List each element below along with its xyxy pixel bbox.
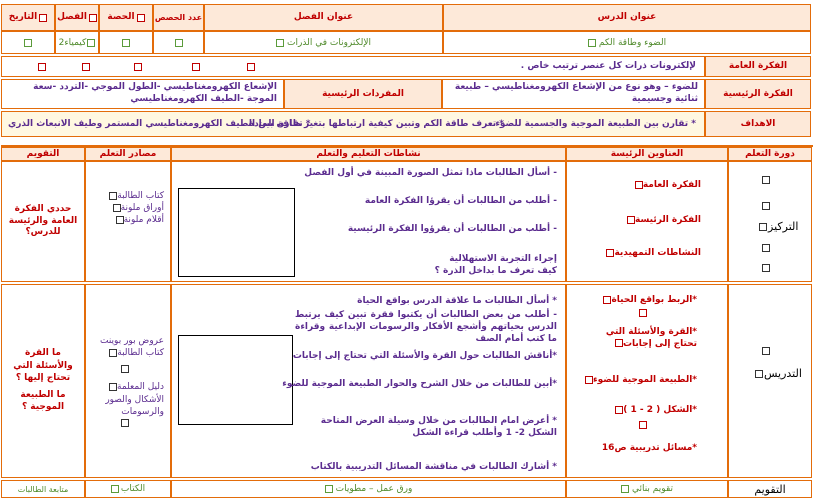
activity-item: كيف تعرف ما بداخل الذرة ؟ (434, 266, 557, 276)
objectives-box (1, 111, 705, 137)
checkbox[interactable] (585, 376, 593, 384)
checkbox[interactable] (762, 244, 770, 252)
heading-item: *الربط بواقع الحياة (602, 295, 697, 307)
eval-followup: متابعة الطالبات (1, 480, 85, 498)
heading-item: النشاطات التمهيدية (605, 248, 701, 258)
focus-resources: كتاب الطالبة أوراق ملونة أقلام ملونة (85, 161, 171, 282)
lesson-title-header: عنوان الدرس (443, 4, 811, 31)
checkbox[interactable] (175, 39, 183, 47)
activity-item: - أطلب من الطالبات أن يقرؤوا الفكرة الرئيسية (347, 224, 557, 234)
col-assessment: التقويم (1, 147, 85, 161)
objective-item: * تقارن بين الطبيعة الموجية والجسمية للضوء . (488, 119, 696, 129)
periods-count-header: عدد الحصص (153, 4, 204, 31)
checkbox[interactable] (755, 370, 763, 378)
checkbox[interactable] (122, 39, 130, 47)
checkbox[interactable] (759, 223, 767, 231)
heading-item: *القرة والأسئلة التي تحتاج إلى إجابات (605, 327, 697, 349)
checkbox[interactable] (762, 202, 770, 210)
teach-label: التدريس (755, 367, 802, 380)
general-idea-label: الفكرة العامة (705, 56, 811, 77)
checkbox[interactable] (39, 14, 47, 22)
checkbox[interactable] (89, 14, 97, 22)
heading-item: الفكرة الرئيسة (626, 215, 701, 225)
focus-assessment: حددي الفكرة العامة والرئيسة للدرس؟ (1, 161, 85, 282)
checkbox[interactable] (615, 339, 623, 347)
checkbox[interactable] (247, 63, 255, 71)
checkbox[interactable] (87, 39, 95, 47)
lesson-title-value: الضوء وطاقة الكم (443, 31, 811, 54)
objectives-label: الاهداف (705, 111, 811, 137)
activity-item: * أعرض امام الطالبات من خلال وسيلة العرض المتاحة الشكل 2- 1 وأطلب قراءة الشكل (320, 416, 557, 439)
checkbox[interactable] (192, 63, 200, 71)
checkbox[interactable] (109, 383, 117, 391)
vocab-label: المفردات الرئيسية (284, 79, 442, 109)
checkbox[interactable] (113, 204, 121, 212)
focus-label: التركيز (759, 220, 798, 233)
checkbox[interactable] (121, 419, 129, 427)
checkbox[interactable] (82, 63, 90, 71)
checkbox[interactable] (38, 63, 46, 71)
period-value (99, 31, 153, 54)
col-cycle: دورة التعلم (728, 147, 812, 161)
activity-item: *أناقش الطالبات حول القرة والأسئلة التي تحتاج إلى إجابات (292, 351, 557, 361)
checkbox[interactable] (639, 309, 647, 317)
checkbox[interactable] (621, 485, 629, 493)
activity-item: - أطلب من بعض الطالبات أن يكتبوا فقرة تبين كيف يرتبط الدرس بحياتهم وأشجع الأفكار والرسومات الإبداعية وقراءة ما كتب أمام الصف (295, 310, 557, 345)
checkbox[interactable] (639, 421, 647, 429)
activity-item: - أسأل الطالبات ماذا تمثل الصورة المبينة في أول الفصل (304, 168, 557, 178)
activity-item: * أشارك الطالبات في مناقشة المسائل التدريبية بالكتاب (310, 462, 557, 472)
date-header: التاريخ (1, 4, 55, 31)
teach-activities (171, 284, 566, 478)
checkbox[interactable] (137, 14, 145, 22)
focus-cycle (728, 161, 812, 282)
general-idea-box (1, 56, 705, 77)
col-headings: العناوين الرئيسة (566, 147, 728, 161)
teach-resources: عروض بور بوينت كتاب الطالبة دليل المعلمة الأشكال والصور والرسومات (85, 284, 171, 478)
unit-title-header: عنوان الفصل (204, 4, 443, 31)
col-activities: نشاطات التعليم والتعلم (171, 147, 566, 161)
class-value: كيمياء2 (55, 31, 99, 54)
vocab-text: الإشعاع الكهرومغناطيسي -الطول الموجي -التردد -سعة الموجة -الطيف الكهرومغناطيسي (1, 79, 284, 109)
focus-activities (171, 161, 566, 282)
checkbox[interactable] (116, 216, 124, 224)
checkbox[interactable] (121, 365, 129, 373)
evaluation-label: التقويم (728, 480, 812, 498)
main-idea-text: للضوء – وهو نوع من الإشعاع الكهرومغناطيسي – طبيعة ثنائية وجسيمية (442, 79, 705, 109)
teach-cycle (728, 284, 812, 478)
general-idea-text: لإلكترونات ذرات كل عنصر ترتيب خاص . (520, 61, 696, 71)
teach-assessment: ما القرة والأسئلة التي تحتاج إليها ؟ ما الطبيعة الموجية ؟ (1, 284, 85, 478)
objective-item: * تقارن بين الطيف الكهرومغناطيسي المستمر وطيف الانبعاث الذري (8, 119, 311, 129)
activity-item: * أسأل الطالبات ما علاقة الدرس بواقع الحياة (357, 296, 557, 306)
class-header: الفصل (55, 4, 99, 31)
checkbox[interactable] (588, 39, 596, 47)
activity-item: *أبين للطالبات من خلال الشرح والحوار الطبيعة الموجية للضوء (282, 379, 557, 389)
focus-headings (566, 161, 728, 282)
checkbox[interactable] (762, 264, 770, 272)
eval-formative: تقويم بنائي (566, 480, 728, 498)
checkbox[interactable] (762, 347, 770, 355)
unit-title-value: الإلكترونات في الذرات (204, 31, 443, 54)
col-resources: مصادر التعلم (85, 147, 171, 161)
checkbox[interactable] (635, 181, 643, 189)
heading-item: *الطبيعة الموجية للضوء (584, 375, 697, 387)
checkbox[interactable] (111, 485, 119, 493)
heading-item: *الشكل ( 2 - 1 ) (614, 405, 697, 417)
activity-item: - أطلب من الطالبات أن يقرؤا الفكرة العامة (364, 196, 557, 206)
heading-item: الفكرة العامة (634, 180, 701, 190)
checkbox[interactable] (627, 216, 635, 224)
checkbox[interactable] (134, 63, 142, 71)
checkbox[interactable] (24, 39, 32, 47)
checkbox[interactable] (325, 485, 333, 493)
activity-item: إجراء التجربة الاستهلالية (449, 254, 557, 264)
checkbox[interactable] (276, 39, 284, 47)
heading-item: *مسائل تدريبية ص16 (601, 443, 697, 453)
image-placeholder (178, 335, 293, 425)
eval-book: الكتاب (85, 480, 171, 498)
periods-count-value (153, 31, 204, 54)
period-header: الحصة (99, 4, 153, 31)
date-value (1, 31, 55, 54)
teach-headings (566, 284, 728, 478)
main-idea-label: الفكرة الرئيسية (705, 79, 811, 109)
objective-item: * تعرف طاقة الكم وتبين كيفية ارتباطها بتغير طاقة المادة (248, 119, 504, 129)
image-placeholder (178, 188, 295, 277)
eval-worksheet: ورق عمل – مطويات (171, 480, 566, 498)
checkbox[interactable] (762, 176, 770, 184)
